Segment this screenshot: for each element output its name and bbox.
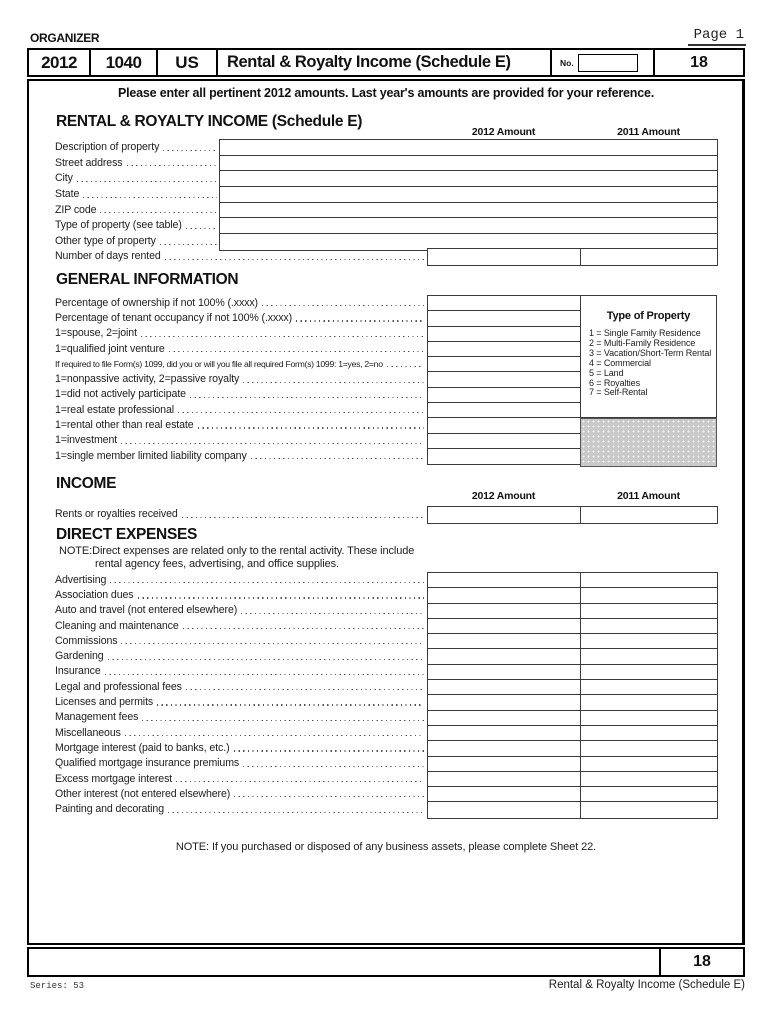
field-label: 1=real estate professional [55, 403, 175, 416]
dot-leader [105, 674, 424, 675]
field-row [55, 587, 426, 602]
field-label: Other interest (not entered elsewhere) [55, 787, 231, 800]
section-title-general: GENERAL INFORMATION [56, 271, 239, 288]
input-row [428, 695, 717, 710]
field-label: Painting and decorating [55, 803, 165, 816]
input-other-interest-not-entered-elsewhere-2011[interactable] [580, 787, 717, 801]
input-row [428, 342, 580, 357]
input-1-spouse-2-joint[interactable] [428, 327, 580, 341]
dot-leader [110, 582, 424, 583]
text-input-city[interactable] [220, 171, 717, 186]
type-of-property-list [581, 329, 716, 398]
field-label: Other type of property [55, 234, 156, 247]
input-1-real-estate-professional[interactable] [428, 403, 580, 417]
input-advertising-2011[interactable] [580, 573, 717, 587]
input-percentage-of-tenant-occupancy-if-not-100-[interactable] [428, 311, 580, 325]
input-row [428, 588, 717, 603]
input-row [428, 619, 717, 634]
header-country: US [156, 50, 216, 75]
input-1-qualified-joint-venture[interactable] [428, 342, 580, 356]
field-row [55, 618, 426, 633]
field-label: Percentage of ownership if not 100% (.xxxx) [55, 296, 258, 309]
form-header-band [27, 48, 745, 77]
input-1-single-member-limited-liability-company[interactable] [428, 449, 580, 464]
dot-leader [241, 613, 424, 614]
dot-leader [121, 443, 424, 444]
field-row [55, 139, 219, 155]
page-number-label: Page 1 [688, 27, 746, 46]
dot-leader [198, 427, 424, 428]
property-type-item: 2 = Multi-Family Residence [589, 337, 696, 348]
rental-field-labels [55, 139, 219, 249]
input-row [428, 249, 717, 265]
field-row [55, 710, 426, 725]
input-row [220, 171, 717, 187]
input-row [428, 372, 580, 387]
field-row [55, 506, 426, 522]
column-header-2011: 2011 Amount [617, 490, 680, 502]
text-input-street-address[interactable] [220, 156, 717, 171]
field-label: 1=rental other than real estate [55, 419, 194, 432]
header-form: 1040 [89, 50, 156, 75]
input-commissions-2012[interactable] [428, 634, 580, 648]
dot-leader [83, 197, 217, 198]
field-row [55, 603, 426, 618]
field-row [55, 786, 426, 801]
input-row [428, 665, 717, 680]
column-header-2012: 2012 Amount [471, 126, 536, 138]
field-row [55, 341, 426, 356]
shaded-unused-area [580, 418, 717, 467]
field-label: 1=did not actively participate [55, 388, 186, 401]
field-label: 1=single member limited liability company [55, 449, 247, 462]
field-row [55, 572, 426, 587]
input-auto-and-travel-not-entered-elsewhere-2012[interactable] [428, 604, 580, 618]
dot-leader [251, 458, 424, 459]
input-row [428, 634, 717, 649]
income-field-labels [55, 506, 426, 522]
text-input-zip-code[interactable] [220, 203, 717, 218]
input-insurance-2012[interactable] [428, 665, 580, 679]
input-row [220, 156, 717, 172]
input-1-rental-other-than-real-estate[interactable] [428, 418, 580, 432]
input-insurance-2011[interactable] [580, 665, 717, 679]
input-management-fees-2011[interactable] [580, 711, 717, 725]
field-row [55, 771, 426, 786]
field-label: Miscellaneous [55, 726, 121, 739]
days-rented-inputs [427, 248, 718, 266]
property-type-item: 7 = Self-Rental [589, 387, 648, 398]
text-input-description-of-property[interactable] [220, 140, 717, 155]
dot-leader [138, 597, 425, 598]
days-rented-label [55, 248, 426, 264]
input-other-interest-not-entered-elsewhere-2012[interactable] [428, 787, 580, 801]
type-of-property-title: Type of Property [606, 310, 691, 322]
dot-leader [243, 382, 424, 383]
field-label: Percentage of tenant occupancy if not 100% (.xxxx) [55, 311, 293, 324]
column-header-2012: 2012 Amount [471, 490, 536, 502]
input-row [428, 787, 717, 802]
field-row [55, 633, 426, 648]
footer-form-title: Rental & Royalty Income (Schedule E) [548, 979, 745, 991]
input-excess-mortgage-interest-2012[interactable] [428, 772, 580, 786]
input-gardening-2012[interactable] [428, 649, 580, 663]
field-row [55, 756, 426, 771]
dot-leader [183, 628, 424, 629]
instruction-text: Please enter all pertinent 2012 amounts. Last year's amounts are provided for your reference. [118, 86, 654, 100]
general-field-labels [55, 295, 426, 463]
input-row [428, 604, 717, 619]
field-row [55, 402, 426, 417]
input-association-dues-2011[interactable] [580, 588, 717, 602]
input-mortgage-interest-paid-to-banks-etc-2012[interactable] [428, 741, 580, 755]
input-auto-and-travel-not-entered-elsewhere-2011[interactable] [580, 604, 717, 618]
dot-leader [168, 812, 424, 813]
input-row [428, 311, 580, 326]
field-label: If required to file Form(s) 1099, did you or will you file all required Form(s) 1099: 1=yes, 2=no [55, 358, 383, 369]
input-licenses-and-permits-2011[interactable] [580, 695, 717, 709]
field-label: Advertising [55, 573, 107, 586]
field-row [55, 648, 426, 663]
direct-expenses-note [59, 545, 414, 570]
field-label: Management fees [55, 711, 139, 724]
income-inputs [427, 506, 718, 524]
input-row [428, 649, 717, 664]
field-label: Gardening [55, 650, 104, 663]
no-label: No. [560, 57, 574, 68]
dot-leader [387, 366, 424, 367]
input-row [428, 741, 717, 756]
field-row [55, 170, 219, 186]
dot-leader [141, 336, 424, 337]
field-label: Insurance [55, 665, 101, 678]
input-1-investment[interactable] [428, 434, 580, 448]
property-type-item: 3 = Vacation/Short-Term Rental [589, 347, 712, 358]
series-label: Series: 53 [30, 981, 85, 991]
dot-leader [163, 150, 217, 151]
field-label: 1=nonpassive activity, 2=passive royalty [55, 373, 240, 386]
bottom-sheet-number: 18 [659, 949, 743, 975]
input-if-required-to-file-form-s-1099-did-you-or[interactable] [428, 357, 580, 371]
input-association-dues-2012[interactable] [428, 588, 580, 602]
direct-expenses-note-line2: rental agency fees, advertising, and office supplies. [95, 557, 339, 570]
input-row [428, 403, 580, 418]
input-gardening-2011[interactable] [580, 649, 717, 663]
input-cleaning-and-maintenance-2012[interactable] [428, 619, 580, 633]
input-management-fees-2012[interactable] [428, 711, 580, 725]
dot-leader [142, 720, 424, 721]
field-row [55, 248, 426, 264]
input-row [428, 573, 717, 588]
input-row [220, 187, 717, 203]
field-label: 1=investment [55, 434, 118, 447]
dot-leader [178, 412, 424, 413]
expense-field-labels [55, 572, 426, 817]
property-type-item: 6 = Royalties [589, 377, 640, 388]
field-label: Auto and travel (not entered elsewhere) [55, 604, 238, 617]
field-label: Mortgage interest (paid to banks, etc.) [55, 741, 230, 754]
input-row [428, 757, 717, 772]
field-label: Legal and professional fees [55, 680, 182, 693]
dot-leader [234, 796, 424, 797]
field-label: Rents or royalties received [55, 508, 178, 520]
input-1-did-not-actively-participate[interactable] [428, 388, 580, 402]
input-1-nonpassive-activity-2-passive-royalty[interactable] [428, 372, 580, 386]
business-assets-note: NOTE: If you purchased or disposed of any business assets, please complete Sheet 22. [175, 841, 597, 853]
field-row [55, 694, 426, 709]
field-row [55, 295, 426, 310]
column-header-2011: 2011 Amount [617, 126, 680, 138]
input-row [428, 449, 580, 464]
dot-leader [190, 397, 424, 398]
dot-leader [77, 181, 217, 182]
input-row [428, 772, 717, 787]
direct-expenses-note-line1: NOTE:Direct expenses are related only to the rental activity. These include [59, 545, 415, 557]
input-row [428, 507, 717, 523]
input-row [428, 296, 580, 311]
expense-inputs [427, 572, 718, 819]
input-miscellaneous-2011[interactable] [580, 726, 717, 740]
field-label: Licenses and permits [55, 696, 154, 709]
dot-leader [243, 766, 424, 767]
dot-leader [108, 659, 424, 660]
dot-leader [127, 165, 218, 166]
field-row [55, 664, 426, 679]
input-row [428, 327, 580, 342]
input-row [428, 802, 717, 817]
field-label: Excess mortgage interest [55, 772, 173, 785]
section-title-rental: RENTAL & ROYALTY INCOME (Schedule E) [56, 113, 363, 130]
input-legal-and-professional-fees-2011[interactable] [580, 680, 717, 694]
field-label: ZIP code [55, 203, 97, 216]
general-inputs [427, 295, 581, 465]
field-row [55, 310, 426, 325]
field-row [55, 326, 426, 341]
field-row [55, 740, 426, 755]
type-of-property-box [580, 295, 717, 418]
input-row [428, 357, 580, 372]
text-input-state[interactable] [220, 187, 717, 202]
field-label: Commissions [55, 634, 118, 647]
dot-leader [296, 320, 424, 321]
section-title-direct-expenses: DIRECT EXPENSES [56, 526, 198, 543]
field-label: Cleaning and maintenance [55, 619, 179, 632]
field-row [55, 202, 219, 218]
input-qualified-mortgage-insurance-premiums-2011[interactable] [580, 757, 717, 771]
input-row [220, 140, 717, 156]
input-rents-or-royalties-received-2012[interactable] [428, 507, 580, 523]
field-row [55, 155, 219, 171]
input-row [220, 218, 717, 234]
property-type-item: 1 = Single Family Residence [589, 328, 701, 338]
input-painting-and-decorating-2012[interactable] [428, 802, 580, 817]
dot-leader [176, 781, 424, 782]
header-year: 2012 [41, 52, 77, 72]
field-row [55, 217, 219, 233]
dot-leader [121, 643, 424, 644]
dot-leader [160, 244, 217, 245]
field-label: 1=spouse, 2=joint [55, 327, 137, 340]
input-row [428, 418, 580, 433]
dot-leader [186, 228, 217, 229]
organizer-label: ORGANIZER [30, 31, 100, 45]
input-advertising-2012[interactable] [428, 573, 580, 587]
no-input[interactable] [578, 54, 638, 72]
field-row [55, 679, 426, 694]
dot-leader [125, 735, 424, 736]
text-input-type-of-property-see-table[interactable] [220, 218, 717, 233]
field-row [55, 356, 426, 371]
input-row [220, 203, 717, 219]
dot-leader [182, 517, 424, 518]
property-type-item: 5 = Land [589, 367, 624, 378]
property-type-item: 4 = Commercial [589, 357, 651, 368]
field-label: State [55, 187, 80, 200]
input-licenses-and-permits-2012[interactable] [428, 695, 580, 709]
section-title-income: INCOME [56, 475, 117, 492]
field-row [55, 448, 426, 463]
field-row [55, 387, 426, 402]
dot-leader [234, 750, 424, 751]
input-row [428, 680, 717, 695]
input-painting-and-decorating-2011[interactable] [580, 802, 717, 817]
header-no-cell [550, 50, 653, 75]
dot-leader [186, 689, 424, 690]
input-commissions-2011[interactable] [580, 634, 717, 648]
field-row [55, 433, 426, 448]
form-title: Rental & Royalty Income (Schedule E) [216, 50, 550, 75]
field-row [55, 233, 219, 249]
field-row [55, 186, 219, 202]
input-row [428, 726, 717, 741]
field-row [55, 725, 426, 740]
input-mortgage-interest-paid-to-banks-etc-2011[interactable] [580, 741, 717, 755]
field-label: Type of property (see table) [55, 219, 182, 232]
field-label: Description of property [55, 140, 160, 153]
input-percentage-of-ownership-if-not-100-xxxx[interactable] [428, 296, 580, 310]
field-label: City [55, 172, 73, 185]
input-excess-mortgage-interest-2011[interactable] [580, 772, 717, 786]
input-row [428, 711, 717, 726]
input-rents-or-royalties-received-2011[interactable] [580, 507, 717, 523]
dot-leader [165, 259, 424, 260]
bottom-bar [27, 947, 745, 977]
rental-text-inputs [219, 139, 718, 251]
field-label: Street address [55, 156, 123, 169]
input-legal-and-professional-fees-2012[interactable] [428, 680, 580, 694]
dot-leader [100, 212, 217, 213]
field-row [55, 801, 426, 816]
bottom-bar-blank [29, 949, 659, 975]
field-label: 1=qualified joint venture [55, 342, 165, 355]
field-label: Qualified mortgage insurance premiums [55, 757, 240, 770]
input-number-of-days-rented-2011[interactable] [580, 249, 717, 265]
dot-leader [262, 305, 424, 306]
field-row [55, 371, 426, 386]
input-number-of-days-rented-2012[interactable] [428, 249, 580, 265]
input-miscellaneous-2012[interactable] [428, 726, 580, 740]
input-row [428, 388, 580, 403]
dot-leader [157, 704, 424, 705]
field-label: Association dues [55, 588, 134, 601]
input-row [428, 434, 580, 449]
field-row [55, 417, 426, 432]
dot-leader [169, 351, 424, 352]
field-label: Number of days rented [55, 250, 161, 262]
header-sheet-number: 18 [653, 50, 743, 75]
input-qualified-mortgage-insurance-premiums-2012[interactable] [428, 757, 580, 771]
input-cleaning-and-maintenance-2011[interactable] [580, 619, 717, 633]
